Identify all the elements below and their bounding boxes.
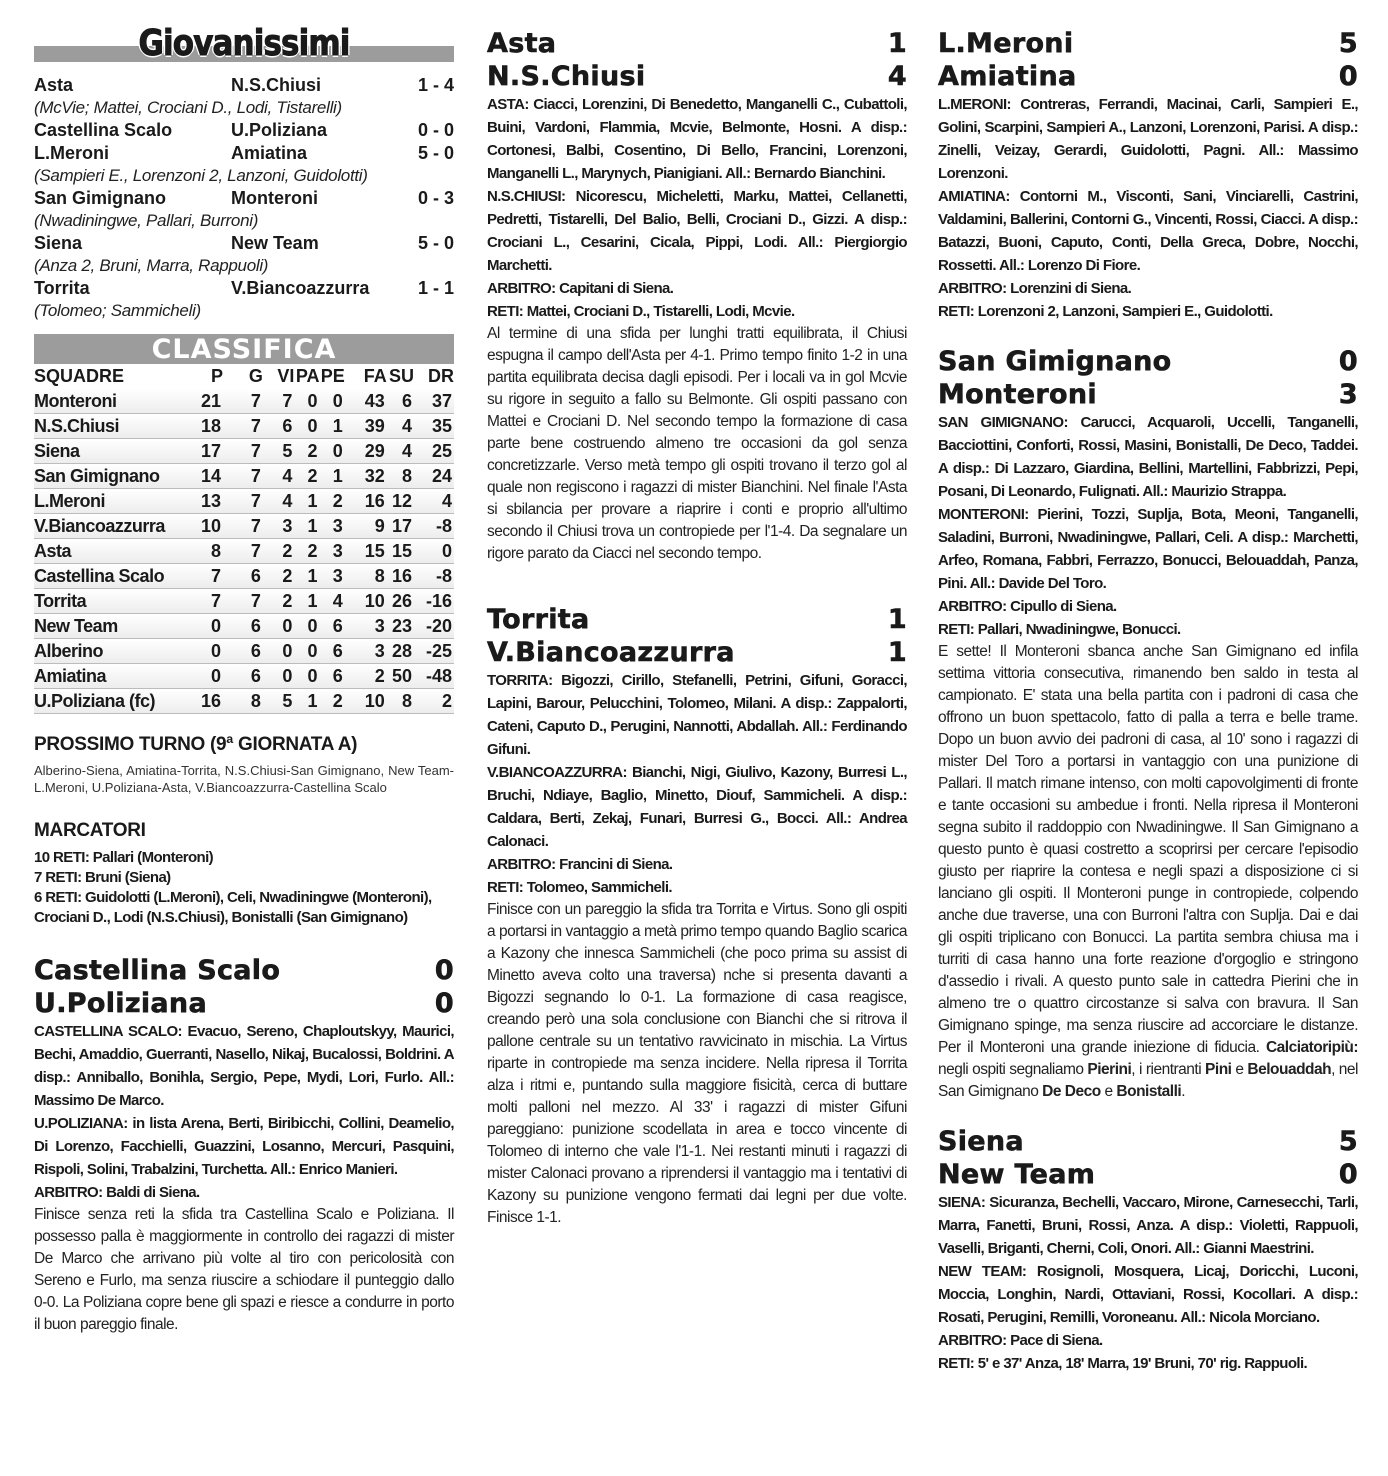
team-name: U.Poliziana	[34, 988, 207, 1019]
stat-cell: 7	[223, 489, 263, 514]
home-team: Castellina Scalo	[34, 120, 173, 140]
stat-cell: 2	[414, 689, 454, 714]
report-highlight: Belouaddah	[1247, 1061, 1332, 1078]
match-report: Finisce con un pareggio la sfida tra Torrita e Virtus. Sono gli ospiti a portarsi in vantaggio a metà primo tempo quando Baglio scarica a Kazony che innesca Sammicheli (che poco prima su assist di Minetto aveva colto una traversa) nche si presenta davanti a Bigozzi segnando lo 0-1. La formazione di casa reagisce, creando però una sola conclusione con Bianchi che si ritrova il pallone centrale su un tentativo ravvicinato in mischia. La Virtus riparte in contropiede ma senza incidere. Nella ripresa il Torrita alza i ritmi e, puntando sulla maggiore fisicità, cerca di buttare molti palloni nel mezzo. Al 33' i ragazzi di mister Gifuni pareggiano: punizione scodellata in area e tocco vincente di Tolomeo di interno che vale l'1-1. Nei restanti minuti i ragazzi di mister Calonaci provano a riprendersi il vantaggio ma i tentativi di Kazony su punizione vengono fermati dai legni per due volte. Finisce 1-1.	[487, 901, 907, 1226]
stat-cell: 8	[191, 539, 222, 564]
team-name: Torrita	[487, 604, 590, 635]
marcatori-line: 6 RETI: Guidolotti (L.Meroni), Celi, Nwadiningwe (Monteroni), Crociani D., Lodi (N.S.Chiusi), Bonistalli (San Gimignano)	[34, 889, 432, 926]
scorers: (Anza 2, Bruni, Marra, Rappuoli)	[34, 256, 269, 275]
table-row	[34, 464, 454, 489]
stat-cell: 7	[223, 414, 263, 439]
stat-cell: 0	[191, 639, 222, 664]
stat-cell: 2	[294, 464, 319, 489]
team-score: 5	[1338, 28, 1358, 59]
team-cell: Siena	[34, 439, 191, 464]
match-home-line	[938, 27, 1358, 60]
team-name: New Team	[938, 1159, 1096, 1190]
team-score: 0	[434, 988, 454, 1019]
report-highlight: Pini	[1205, 1061, 1232, 1078]
match-away-line	[487, 60, 907, 93]
stat-cell: 16	[387, 564, 414, 589]
stat-cell: 4	[320, 589, 345, 614]
match-sangimignano	[938, 345, 1358, 1103]
stat-cell: 0	[294, 389, 319, 414]
stat-cell: 1	[320, 464, 345, 489]
stat-cell: 0	[191, 664, 222, 689]
stat-cell: 1	[294, 564, 319, 589]
stat-cell: 0	[294, 639, 319, 664]
stat-cell: 50	[387, 664, 414, 689]
home-team: Siena	[34, 233, 83, 253]
stat-cell: 6	[387, 389, 414, 414]
stat-cell: 7	[223, 389, 263, 414]
marcatori-list	[34, 848, 454, 928]
report-text: e	[1100, 1083, 1117, 1100]
stat-cell: 0	[320, 389, 345, 414]
table-row	[34, 664, 454, 689]
match-siena	[938, 1125, 1358, 1375]
home-lineup: L.MERONI: Contreras, Ferrandi, Macinai, Carli, Sampieri E., Golini, Scarpini, Sampieri A., Lanzoni, Lorenzoni, Parisi. A disp.: Zinelli, Veizay, Gerardi, Guidolotti, Pagni. All.: Massimo Lorenzoni.	[938, 96, 1358, 182]
stat-cell: 8	[345, 564, 387, 589]
stat-cell: 0	[414, 539, 454, 564]
table-row	[34, 539, 454, 564]
stat-cell: 0	[263, 664, 294, 689]
home-team: L.Meroni	[34, 143, 109, 163]
stat-cell: 3	[320, 564, 345, 589]
away-lineup: NEW TEAM: Rosignoli, Mosquera, Licaj, Doricchi, Luconi, Moccia, Longhin, Nardi, Ottaviani, Rossi, Kocollari. A disp.: Rosati, Perugini, Remilli, Voroneanu. All.: Nicola Morciano.	[938, 1263, 1358, 1326]
stat-cell: 10	[345, 689, 387, 714]
away-lineup: AMIATINA: Contorni M., Visconti, Sani, Vinciarelli, Castrini, Valdamini, Ballerini, Contorni G., Vincenti, Rossi, Ciacci. A disp.: Batazzi, Buoni, Caputo, Conti, Della Greca, Dobre, Nocchi, Rossetti. All.: Lorenzo Di Fiore.	[938, 188, 1358, 274]
team-score: 0	[434, 955, 454, 986]
match-home-line	[938, 345, 1358, 378]
column-right	[938, 0, 1358, 1375]
away-lineup: N.S.CHIUSI: Nicorescu, Micheletti, Marku, Mattei, Cellanetti, Pedretti, Tistarelli, Del Balio, Belli, Crociani D., Gizzi. A disp.: Crociani L., Cesarini, Cicala, Pippi, Lodi. All.: Piergiorgio Marchetti.	[487, 188, 907, 274]
col-header: PA	[295, 366, 320, 386]
team-cell: Amiatina	[34, 664, 191, 689]
report-highlight: Bonistalli	[1116, 1083, 1182, 1100]
stat-cell: 16	[345, 489, 387, 514]
stat-cell: 7	[223, 464, 263, 489]
col-header: P	[210, 366, 223, 386]
stat-cell: 17	[387, 514, 414, 539]
table-row	[34, 564, 454, 589]
stat-cell: 2	[345, 664, 387, 689]
banner-title: Giovanissimi	[138, 23, 350, 64]
stat-cell: -8	[414, 514, 454, 539]
stat-cell: 2	[320, 489, 345, 514]
stat-cell: 4	[414, 489, 454, 514]
stat-cell: 13	[191, 489, 222, 514]
team-cell: Castellina Scalo	[34, 564, 191, 589]
stat-cell: 29	[345, 439, 387, 464]
match-away-line	[938, 60, 1358, 93]
stat-cell: 16	[191, 689, 222, 714]
stat-cell: 1	[294, 589, 319, 614]
col-header: G	[248, 366, 263, 386]
stat-cell: -25	[414, 639, 454, 664]
goals: RETI: 5' e 37' Anza, 18' Marra, 19' Bruni, 70' rig. Rappuoli.	[938, 1355, 1308, 1372]
stat-cell: 3	[320, 514, 345, 539]
table-header-row	[34, 364, 454, 389]
stat-cell: 12	[387, 489, 414, 514]
team-score: 1	[887, 637, 907, 668]
goals: RETI: Tolomeo, Sammicheli.	[487, 879, 672, 896]
result-row	[34, 74, 454, 97]
stat-cell: 7	[223, 539, 263, 564]
stat-cell: 24	[414, 464, 454, 489]
score: 0 - 0	[417, 120, 454, 140]
stat-cell: 17	[191, 439, 222, 464]
away-team: V.Biancoazzurra	[231, 278, 370, 298]
team-score: 5	[1338, 1126, 1358, 1157]
col-header: FA	[363, 366, 387, 386]
stat-cell: 26	[387, 589, 414, 614]
table-row	[34, 639, 454, 664]
marcatori-title: MARCATORI	[34, 820, 146, 841]
team-cell: U.Poliziana (fc)	[34, 689, 191, 714]
stat-cell: 2	[294, 439, 319, 464]
stat-cell: 1	[294, 514, 319, 539]
away-team: New Team	[231, 233, 319, 253]
stat-cell: 8	[387, 689, 414, 714]
match-away-line	[487, 636, 907, 669]
away-team: Monteroni	[231, 188, 318, 208]
marcatori-line: 7 RETI: Bruni (Siena)	[34, 869, 171, 886]
team-cell: Alberino	[34, 639, 191, 664]
away-team: U.Poliziana	[231, 120, 328, 140]
stat-cell: 0	[294, 414, 319, 439]
away-team: N.S.Chiusi	[231, 75, 322, 95]
match-report	[938, 641, 1358, 1103]
stat-cell: 2	[263, 564, 294, 589]
table-row	[34, 689, 454, 714]
result-row	[34, 142, 454, 165]
stat-cell: 4	[263, 489, 294, 514]
stat-cell: 10	[191, 514, 222, 539]
stat-cell: 2	[320, 689, 345, 714]
table-row	[34, 514, 454, 539]
prossimo-text: Alberino-Siena, Amiatina-Torrita, N.S.Chiusi-San Gimignano, New Team-L.Meroni, U.Poliziana-Asta, V.Biancoazzurra-Castellina Scalo	[34, 763, 454, 795]
home-lineup: SIENA: Sicuranza, Bechelli, Vaccaro, Mirone, Carnesecchi, Tarli, Marra, Fanetti, Bruni, Rossi, Anza. A disp.: Violetti, Rappuoli, Vaselli, Briganti, Cherni, Coli, Onori. All.: Gianni Maestrini.	[938, 1194, 1358, 1257]
stat-cell: 7	[191, 589, 222, 614]
prossimo-title: PROSSIMO TURNO (9ª GIORNATA A)	[34, 734, 358, 755]
score: 1 - 4	[417, 75, 454, 95]
table-row	[34, 439, 454, 464]
score: 5 - 0	[417, 143, 454, 163]
match-meroni	[938, 27, 1358, 323]
col-header: SU	[389, 366, 415, 386]
team-name: N.S.Chiusi	[487, 61, 646, 92]
report-body: E sette! Il Monteroni sbanca anche San Gimignano ed infila settima vittoria consecutiva, rimanendo ben saldo in testa al campionato. E' stata una bella partita con i padroni di casa che offrono un buon spettacolo, fatto di palla a terra e belle trame. Dopo un buon avvio dei padroni di casa, al 10' sono i ragazzi di mister Del Toro a portarsi in vantaggio con una punizione di Pallari. Il match rimane intenso, con molti capovolgimenti di fronte e tante occasioni su ambedue i fronti. Nella ripresa il Monteroni segna subito il raddoppio con Nwadiningwe. Il San Gimignano a questo punto è quasi costretto a scoprirsi per cercare l'episodio giusto per riaprire la contesa e negli spazi a disposizione ci si lanciano gli ospiti. Il Monteroni punge in contropiede, colpendo anche due traverse, una con Burroni l'altra con Suplja. Dai e dai gli ospiti triplicano con Bonucci. La partita sembra chiusa ma i turriti di casa hanno una forte reazione d'orgoglio e stringono d'assedio i rivali. A questo punto sale in cattedra Pierini che in almeno tre o quattro circostanze si salva con bravura. Il San Gimignano spinge, ma senza riuscire ad accorciare le distanze. Per il Monteroni una grande iniezione di fiducia.	[938, 643, 1358, 1056]
stat-cell: 0	[320, 439, 345, 464]
classifica-banner: CLASSIFICA	[34, 334, 454, 364]
referee: ARBITRO: Pace di Siena.	[938, 1332, 1103, 1349]
stat-cell: 1	[294, 689, 319, 714]
away-lineup: MONTERONI: Pierini, Tozzi, Suplja, Bota, Meoni, Tanganelli, Saladini, Burroni, Nwadiningwe, Pallari, Celi. A disp.: Marchetti, Arfeo, Romana, Fabbri, Ferrazzo, Bonucci, Belouaddah, Panza, Pini. All.: Davide Del Toro.	[938, 506, 1358, 592]
stat-cell: 7	[223, 439, 263, 464]
match-report: Al termine di una sfida per lunghi tratti equilibrata, il Chiusi espugna il campo dell'Asta per 4-1. Primo tempo finito 1-2 in una partita equilibrata decisa dagli episodi. Per i locali va in gol Mcvie su rigore in seguito a fallo su Belmonte. Gli ospiti passano con Mattei e Crociani D. Nel secondo tempo la formazione di casa parte bene costruendo almeno tre occasioni da gol senza concretizzarle. Verso metà tempo gli ospiti trovano il terzo gol al quale non regiscono i ragazzi di mister Bianchini. Nel finale l'Asta si sbilancia per provare a riaprire i conti e proprio all'ultimo secondo il Chiusi trova un contropiede per l'1-4. Da segnalare un rigore parato da Ciacci nel secondo tempo.	[487, 325, 907, 562]
report-text: negli ospiti segnaliamo	[938, 1061, 1088, 1078]
stat-cell: 3	[345, 614, 387, 639]
report-highlight: Pierini	[1087, 1061, 1132, 1078]
stat-cell: 37	[414, 389, 454, 414]
goals: RETI: Pallari, Nwadiningwe, Bonucci.	[938, 621, 1181, 638]
stat-cell: 6	[223, 664, 263, 689]
stat-cell: 8	[387, 464, 414, 489]
stat-cell: 4	[387, 439, 414, 464]
team-cell: New Team	[34, 614, 191, 639]
team-cell: N.S.Chiusi	[34, 414, 191, 439]
stat-cell: 0	[294, 664, 319, 689]
match-away-line	[938, 1158, 1358, 1191]
table-row	[34, 389, 454, 414]
stat-cell: 6	[320, 639, 345, 664]
stat-cell: 39	[345, 414, 387, 439]
stat-cell: 23	[387, 614, 414, 639]
match-home-line	[487, 27, 907, 60]
report-highlight: De Deco	[1042, 1083, 1101, 1100]
stat-cell: 0	[263, 639, 294, 664]
team-cell: San Gimignano	[34, 464, 191, 489]
team-name: V.Biancoazzurra	[487, 637, 735, 668]
report-text: e	[1231, 1061, 1248, 1078]
home-lineup: CASTELLINA SCALO: Evacuo, Sereno, Chaploutskyy, Maurici, Bechi, Amaddio, Guerranti, Nasello, Nikaj, Bucalossi, Boldrini. A disp.: Anniballo, Bonihla, Sergio, Pepe, Mydi, Lori, Furlo. All.: Massimo De Marco.	[34, 1023, 454, 1109]
stat-cell: 7	[223, 589, 263, 614]
team-name: Monteroni	[938, 379, 1097, 410]
stat-cell: 35	[414, 414, 454, 439]
stat-cell: -20	[414, 614, 454, 639]
stat-cell: 5	[263, 689, 294, 714]
stat-cell: 14	[191, 464, 222, 489]
stat-cell: 3	[345, 639, 387, 664]
goals: RETI: Lorenzoni 2, Lanzoni, Sampieri E., Guidolotti.	[938, 303, 1273, 320]
stat-cell: 5	[263, 439, 294, 464]
column-center	[487, 0, 907, 1229]
stat-cell: 4	[387, 414, 414, 439]
col-header: PE	[320, 366, 345, 386]
result-row	[34, 277, 454, 300]
stat-cell: 0	[263, 614, 294, 639]
referee: ARBITRO: Francini di Siena.	[487, 856, 673, 873]
stat-cell: 6	[223, 639, 263, 664]
home-lineup: TORRITA: Bigozzi, Cirillo, Stefanelli, Petrini, Gifuni, Goracci, Lapini, Barour, Pelucchini, Tolomeo, Milani. A disp.: Zappalorti, Cateni, Caputo D., Perugini, Nannotti, Abdallah. All.: Ferdinando Gifuni.	[487, 672, 907, 758]
score: 0 - 3	[417, 188, 454, 208]
referee: ARBITRO: Lorenzini di Siena.	[938, 280, 1132, 297]
scorers: (Sampieri E., Lorenzoni 2, Lanzoni, Guidolotti)	[34, 166, 368, 185]
col-header: SQUADRE	[34, 366, 125, 386]
stat-cell: 43	[345, 389, 387, 414]
stat-cell: 32	[345, 464, 387, 489]
referee: ARBITRO: Baldi di Siena.	[34, 1184, 200, 1201]
report-text: .	[1181, 1083, 1185, 1100]
table-row	[34, 489, 454, 514]
home-lineup: SAN GIMIGNANO: Carucci, Acquaroli, Uccelli, Tanganelli, Bacciottini, Conforti, Rossi, Masini, Bonistalli, De Deco, Taddei. A disp.: Di Lazzaro, Giardina, Bellini, Martellini, Fabbrizzi, Pepi, Posani, Di Leonardo, Fulignati. All.: Maurizio Strappa.	[938, 414, 1358, 500]
section-banner	[34, 22, 454, 66]
report-text: , i rientranti	[1131, 1061, 1206, 1078]
stat-cell: 6	[223, 564, 263, 589]
referee: ARBITRO: Cipullo di Siena.	[938, 598, 1117, 615]
report-highlight: Calciatoripiù:	[1265, 1039, 1359, 1056]
stat-cell: 2	[263, 589, 294, 614]
col-header: VI	[277, 366, 295, 386]
table-row	[34, 414, 454, 439]
stat-cell: 18	[191, 414, 222, 439]
stat-cell: 1	[320, 414, 345, 439]
team-name: Asta	[487, 28, 557, 59]
team-cell: Asta	[34, 539, 191, 564]
home-team: Asta	[34, 75, 74, 95]
stat-cell: 15	[387, 539, 414, 564]
stat-cell: 0	[294, 614, 319, 639]
col-header: DR	[428, 366, 454, 386]
away-lineup: V.BIANCOAZZURRA: Bianchi, Nigi, Giulivo, Kazony, Burresi L., Bruchi, Ndiaye, Baglio, Minetto, Diouf, Sammicheli. A disp.: Caldara, Berti, Zekaj, Funari, Burresi G., Bocci. All.: Andrea Calonaci.	[487, 764, 907, 850]
match-torrita	[487, 603, 907, 1229]
stat-cell: 6	[320, 664, 345, 689]
match-home-line	[487, 603, 907, 636]
match-castellina	[34, 954, 454, 1336]
match-away-line	[938, 378, 1358, 411]
score: 1 - 1	[417, 278, 454, 298]
table-row	[34, 589, 454, 614]
match-home-line	[938, 1125, 1358, 1158]
stat-cell: 6	[320, 614, 345, 639]
away-team: Amiatina	[231, 143, 308, 163]
stat-cell: 25	[414, 439, 454, 464]
team-score: 0	[1338, 61, 1358, 92]
scorers: (Nwadiningwe, Pallari, Burroni)	[34, 211, 259, 230]
team-name: Castellina Scalo	[34, 955, 281, 986]
result-row	[34, 187, 454, 210]
scorers: (McVie; Mattei, Crociani D., Lodi, Tistarelli)	[34, 98, 342, 117]
results-list	[34, 74, 454, 322]
marcatori-line: 10 RETI: Pallari (Monteroni)	[34, 849, 214, 866]
score: 5 - 0	[417, 233, 454, 253]
stat-cell: 3	[320, 539, 345, 564]
stat-cell: 2	[263, 539, 294, 564]
stat-cell: 15	[345, 539, 387, 564]
team-name: L.Meroni	[938, 28, 1074, 59]
stat-cell: 0	[191, 614, 222, 639]
stat-cell: 4	[263, 464, 294, 489]
column-left	[34, 0, 454, 1336]
standings-table	[34, 364, 454, 714]
stat-cell: -8	[414, 564, 454, 589]
stat-cell: -16	[414, 589, 454, 614]
standings-body	[34, 389, 454, 714]
stat-cell: 21	[191, 389, 222, 414]
away-lineup: U.POLIZIANA: in lista Arena, Berti, Biribicchi, Collini, Deamelio, Di Lorenzo, Facchielli, Guazzini, Losanno, Mercuri, Pasquini, Rispoli, Solini, Trabalzini, Turchetta. All.: Enrico Manieri.	[34, 1115, 454, 1178]
team-name: Siena	[938, 1126, 1024, 1157]
stat-cell: 3	[263, 514, 294, 539]
team-score: 3	[1338, 379, 1358, 410]
home-team: San Gimignano	[34, 188, 167, 208]
stat-cell: 6	[263, 414, 294, 439]
team-score: 4	[887, 61, 907, 92]
result-row	[34, 119, 454, 142]
stat-cell: 8	[223, 689, 263, 714]
match-away-line	[34, 987, 454, 1020]
home-team: Torrita	[34, 278, 90, 298]
team-cell: V.Biancoazzurra	[34, 514, 191, 539]
match-report: Finisce senza reti la sfida tra Castellina Scalo e Poliziana. Il possesso palla è maggiormente in controllo dei ragazzi di mister De Marco che arrivano più volte al tiro con pericolosità con Sereno e Furlo, ma senza riuscire a schiodare il punteggio dallo 0-0. La Poliziana copre bene gli spazi e riesce a condurre in porto il buon pareggio finale.	[34, 1206, 454, 1333]
team-cell: Monteroni	[34, 389, 191, 414]
team-cell: Torrita	[34, 589, 191, 614]
stat-cell: 6	[223, 614, 263, 639]
stat-cell: 7	[191, 564, 222, 589]
match-asta	[487, 27, 907, 565]
team-score: 0	[1338, 1159, 1358, 1190]
stat-cell: 2	[294, 539, 319, 564]
goals: RETI: Mattei, Crociani D., Tistarelli, Lodi, Mcvie.	[487, 303, 795, 320]
stat-cell: 9	[345, 514, 387, 539]
report-text: , nel San Gimignano	[938, 1061, 1358, 1100]
team-score: 1	[887, 604, 907, 635]
team-name: Amiatina	[938, 61, 1077, 92]
stat-cell: 7	[223, 514, 263, 539]
team-cell: L.Meroni	[34, 489, 191, 514]
home-lineup: ASTA: Ciacci, Lorenzini, Di Benedetto, Manganelli C., Cubattoli, Buini, Vardoni, Flammia, Mcvie, Belmonte, Hosni. A disp.: Cortonesi, Balbi, Cosentino, Di Bello, Francini, Lorenzoni, Manganelli L., Marynych, Pianigiani. All.: Bernardo Bianchini.	[487, 96, 907, 182]
stat-cell: 10	[345, 589, 387, 614]
stat-cell: -48	[414, 664, 454, 689]
scorers: (Tolomeo; Sammicheli)	[34, 301, 201, 320]
result-row	[34, 232, 454, 255]
team-score: 0	[1338, 346, 1358, 377]
stat-cell: 28	[387, 639, 414, 664]
table-row	[34, 614, 454, 639]
stat-cell: 1	[294, 489, 319, 514]
match-home-line	[34, 954, 454, 987]
referee: ARBITRO: Capitani di Siena.	[487, 280, 674, 297]
team-name: San Gimignano	[938, 346, 1172, 377]
stat-cell: 7	[263, 389, 294, 414]
team-score: 1	[887, 28, 907, 59]
